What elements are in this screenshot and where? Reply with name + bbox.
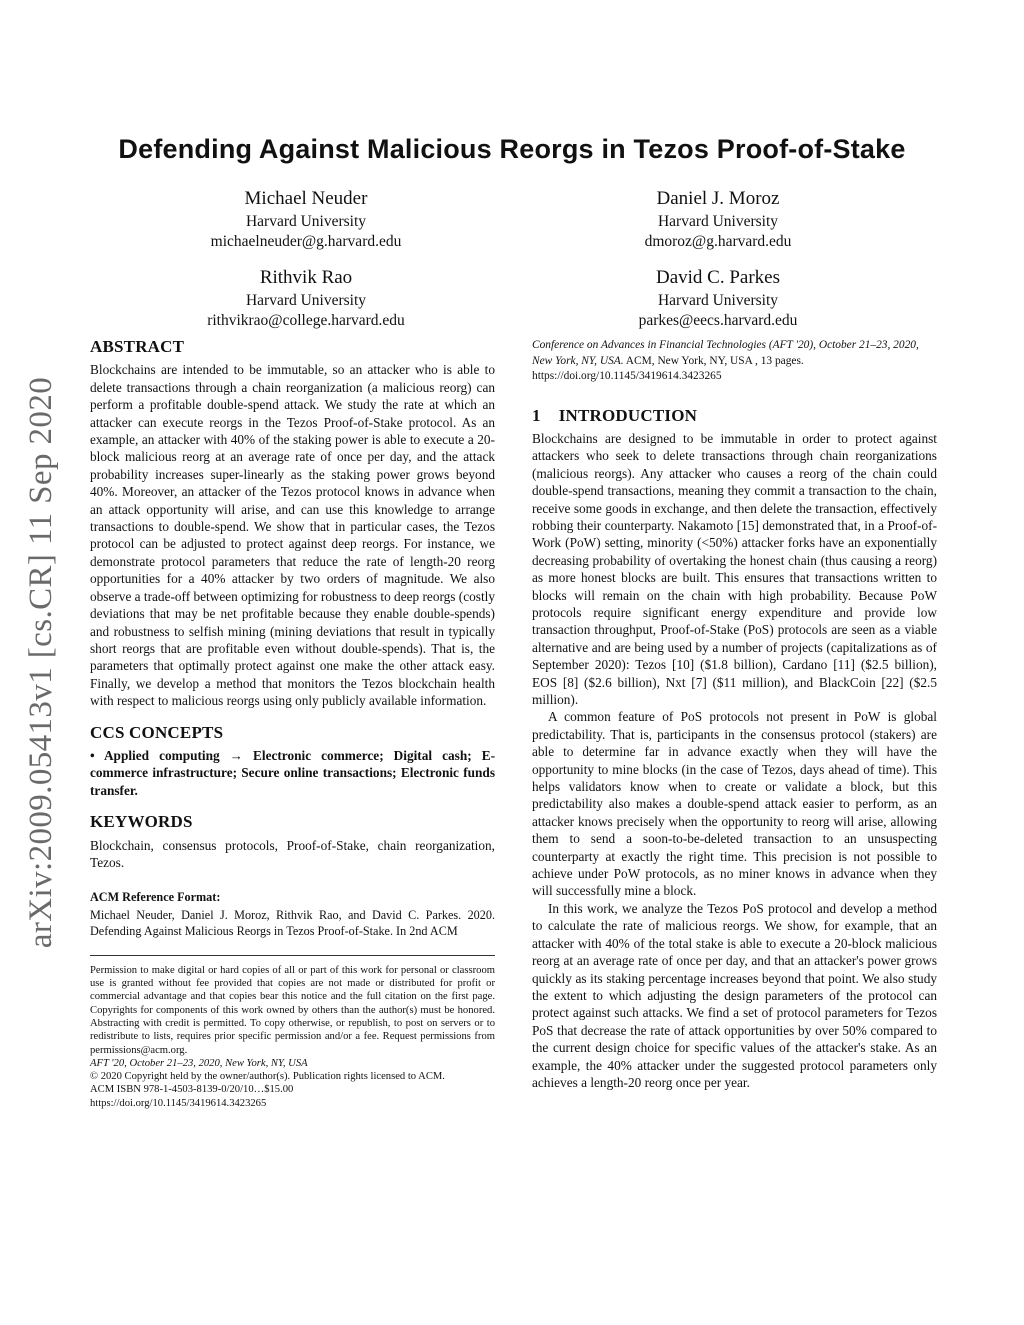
section-number: 1	[532, 405, 541, 425]
footnote-divider	[90, 955, 495, 956]
abstract-text: Blockchains are intended to be immutable, so an attacker who is able to delete transactions through a chain reorganization (a malicious reorg) can perform a profitable double-spend attack. We study the rate at which an attacker can execute reorgs in the Tezos Proof-of-Stake protocol. As an example, an attacker with 40% of the staking power is able to execute a 20-block malicious reorg at an average rate of once per day, and the attack probability increases super-linearly as the staking power grows beyond 40%. Moreover, an attacker of the Tezos protocol knows in advance when an attack opportunity will arise, and can use this knowledge to arrange transactions to double-spend. We show that in particular cases, the Tezos protocol can be adjusted to protect against deep reorgs. For instance, we demonstrate protocol parameters that reduce the rate of length-20 reorg opportunities for a 40% attacker by two orders of magnitude. We also observe a trade-off between optimizing for robustness to deep reorgs (costly deviations that may be net profitable because they enable double-spends) and robustness to selfish mining (mining deviations that result in typically short reorgs that are profitable even without double-spends). That is, the parameters that optimally protect against one make the other attack easy. Finally, we develop a method that monitors the Tezos blockchain health with respect to malicious reorgs using only publicly available information.	[90, 362, 495, 709]
acm-reference-heading: ACM Reference Format:	[90, 890, 221, 905]
author-affiliation: Harvard University	[657, 292, 779, 309]
ccs-heading: CCS CONCEPTS	[90, 722, 224, 742]
section-title: INTRODUCTION	[558, 405, 698, 425]
intro-heading	[532, 407, 937, 424]
abstract-heading: ABSTRACT	[90, 337, 185, 356]
right-column	[532, 338, 937, 1091]
intro-paragraph: Blockchains are designed to be immutable in order to protect against attackers who seek to delete transactions through chain reorganizations (malicious reorgs). Any attacker who causes a reorg of the chain could double-spend transactions, meaning they commit a transaction to the chain, receive some goods in exchange, and then delete the transaction, effectively robbing their counterparty. Nakamoto [15] demonstrated that, in a Proof-of-Work (PoW) setting, minority (<50%) attacker forks have an exponentially decreasing probability of overtaking the honest chain (thus causing a reorg) as more honest blocks are built. This ensures that transactions written to blocks will remain on the chain with high probability. Because PoW protocols require significant energy expenditure and provide low transaction throughput, Proof-of-Stake (PoS) protocols are seen as a viable alternative and are being used by a number of projects (capitalizations as of September 2020): Tezos [10] ($1.8 billion), Cardano [11] ($2.5 billion), EOS [8] ($2.6 billion), Nxt [7] ($11 million), and BlackCoin [22] ($2.5 million).	[532, 430, 937, 707]
author-email[interactable]: rithvikrao@college.harvard.edu	[207, 312, 405, 329]
author-affiliation: Harvard University	[245, 292, 367, 309]
acm-reference-text: Michael Neuder, Daniel J. Moroz, Rithvik Rao, and David C. Parkes. 2020. Defending Against Malicious Reorgs in Tezos Proof-of-Stake. In 2nd ACM	[90, 907, 495, 938]
arxiv-stamp	[12, 355, 72, 970]
author-block	[548, 265, 888, 331]
author-email[interactable]: dmoroz@g.harvard.edu	[644, 233, 792, 250]
isbn-line: ACM ISBN 978-1-4503-8139-0/20/10…$15.00	[90, 1084, 294, 1096]
author-email[interactable]: parkes@eecs.harvard.edu	[638, 312, 798, 329]
conference-details[interactable]: ACM, New York, NY, USA , 13 pages. https://doi.org/10.1145/3419614.3423265	[532, 354, 804, 382]
paper-title: Defending Against Malicious Reorgs in Tezos Proof-of-Stake	[118, 134, 906, 164]
left-column	[90, 338, 495, 1110]
author-name: Michael Neuder	[244, 188, 368, 209]
conference-info	[532, 338, 937, 385]
author-affiliation: Harvard University	[245, 213, 367, 230]
intro-paragraph: In this work, we analyze the Tezos PoS protocol and develop a method to calculate the rate of malicious reorgs. We show, for example, that an attacker with 40% of the total stake is able to execute a 20-block malicious reorg at an average rate of once per day, and that an attacker's power grows quickly as its staking percentage increases beyond that point. We also study the extent to which adjusting the design parameters of the protocol can protect against such attacks. We find a set of protocol parameters for Tezos PoS that decrease the rate of attack opportunities by over 50% compared to the current design choice for specific values of the attacker's stake. As an example, the 40% attacker under the suggested protocol parameters only achieves a length-20 reorg once per year.	[532, 900, 937, 1090]
author-name: Daniel J. Moroz	[656, 188, 780, 209]
permission-text: Permission to make digital or hard copies of all or part of this work for personal or classroom use is granted without fee provided that copies are not made or distributed for profit or commercial advantage and that copies bear this notice and the full citation on the first page. Copyrights for components of this work owned by others than the author(s) must be honored. Abstracting with credit is permitted. To copy otherwise, or republish, to post on servers or to redistribute to lists, requires prior specific permission and/or a fee. Request permissions from permissions@acm.org.	[90, 964, 495, 1056]
ccs-text: • Applied computing → Electronic commerce; Digital cash; E-commerce infrastructure; Secure online transactions; Electronic funds transfer.	[90, 747, 495, 798]
conference-name: Conference on Advances in Financial Technologies (AFT '20), October 21–23, 2020, New York, NY, USA.	[532, 339, 919, 367]
author-block	[136, 186, 476, 252]
author-name: David C. Parkes	[655, 267, 780, 288]
author-block	[136, 265, 476, 331]
keywords-heading: KEYWORDS	[90, 812, 193, 832]
author-block	[548, 186, 888, 252]
doi-link[interactable]: https://doi.org/10.1145/3419614.3423265	[90, 1097, 267, 1109]
author-name: Rithvik Rao	[259, 267, 353, 288]
keywords-text: Blockchain, consensus protocols, Proof-of-Stake, chain reorganization, Tezos.	[90, 837, 495, 870]
arxiv-id: arXiv:2009.05413v1 [cs.CR] 11 Sep 2020	[23, 376, 60, 949]
venue-line: AFT '20, October 21–23, 2020, New York, NY, USA	[90, 1057, 308, 1069]
copyright-line: © 2020 Copyright held by the owner/author(s). Publication rights licensed to ACM.	[90, 1071, 445, 1083]
author-affiliation: Harvard University	[657, 213, 779, 230]
intro-paragraph: A common feature of PoS protocols not present in PoW is global predictability. That is, participants in the consensus protocol (stakers) are able to determine far in advance exactly when they will have the opportunity to mine blocks (in the case of Tezos, days ahead of time). This helps validators know when to create or validate a block, but this predictability also makes a double-spend attack easier to perform, as an attacker knows precisely when the opportunity to reorg will arise, allowing them to send a soon-to-be-deleted transaction to an unsuspecting counterparty at exactly the right time. This precision is not possible to achieve under PoW protocols, as no miner knows in advance when they will successfully mine a block.	[532, 709, 937, 899]
author-email[interactable]: michaelneuder@g.harvard.edu	[210, 233, 402, 250]
